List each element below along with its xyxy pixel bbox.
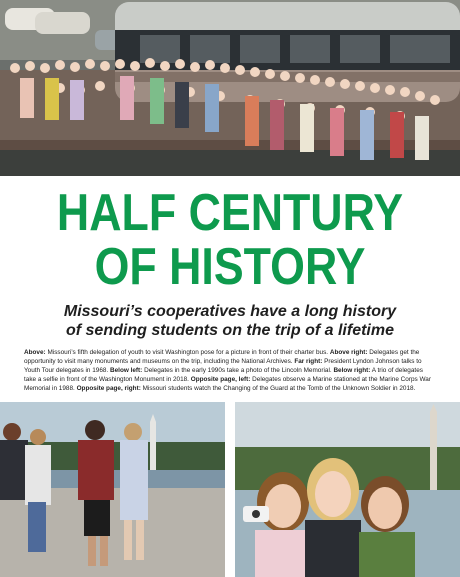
headline-line-2: OF HISTORY [94, 238, 366, 296]
caption-text: Missouri’s fifth delegation of youth to visit Washington pose for a picture in front of their charter bus. [45, 349, 330, 356]
photo-caption [24, 348, 436, 393]
caption-label: Opposite page, right: [76, 385, 141, 392]
caption-label: Above right: [329, 349, 368, 356]
caption-text: Delegates get the opportunity to visit many monuments and museums on the trip, including the National Archives. [24, 349, 420, 365]
subheadline-line-1: Missouri’s cooperatives have a long history [63, 303, 397, 320]
lincoln-memorial-photo [0, 402, 225, 577]
caption-label: Below right: [333, 367, 371, 374]
caption-text: Missouri students watch the Changing of the Guard at the Tomb of the Unknown Soldier in 2018. [140, 385, 416, 392]
caption-text: A trio of delegates take a selfie in front of the Washington Monument in 2018. [24, 367, 423, 383]
washington-monument-selfie-photo [235, 402, 460, 577]
caption-label: Above: [24, 349, 46, 356]
headline-line-1: HALF CENTURY [56, 184, 404, 242]
caption-text: President Lyndon Johnson talks to Youth Tour delegates in 1968. [24, 358, 422, 374]
hero-group-photo [0, 0, 460, 176]
caption-label: Below left: [110, 367, 143, 374]
caption-text: Delegates observe a Marine stationed at the Marine Corps War Memorial in 1988. [24, 376, 431, 392]
caption-label: Opposite page, left: [190, 376, 251, 383]
caption-label: Far right: [294, 358, 323, 365]
caption-text: Delegates in the early 1990s take a photo of the Lincoln Memorial. [142, 367, 334, 374]
subheadline-line-2: of sending students on the trip of a lifetime [65, 322, 394, 339]
